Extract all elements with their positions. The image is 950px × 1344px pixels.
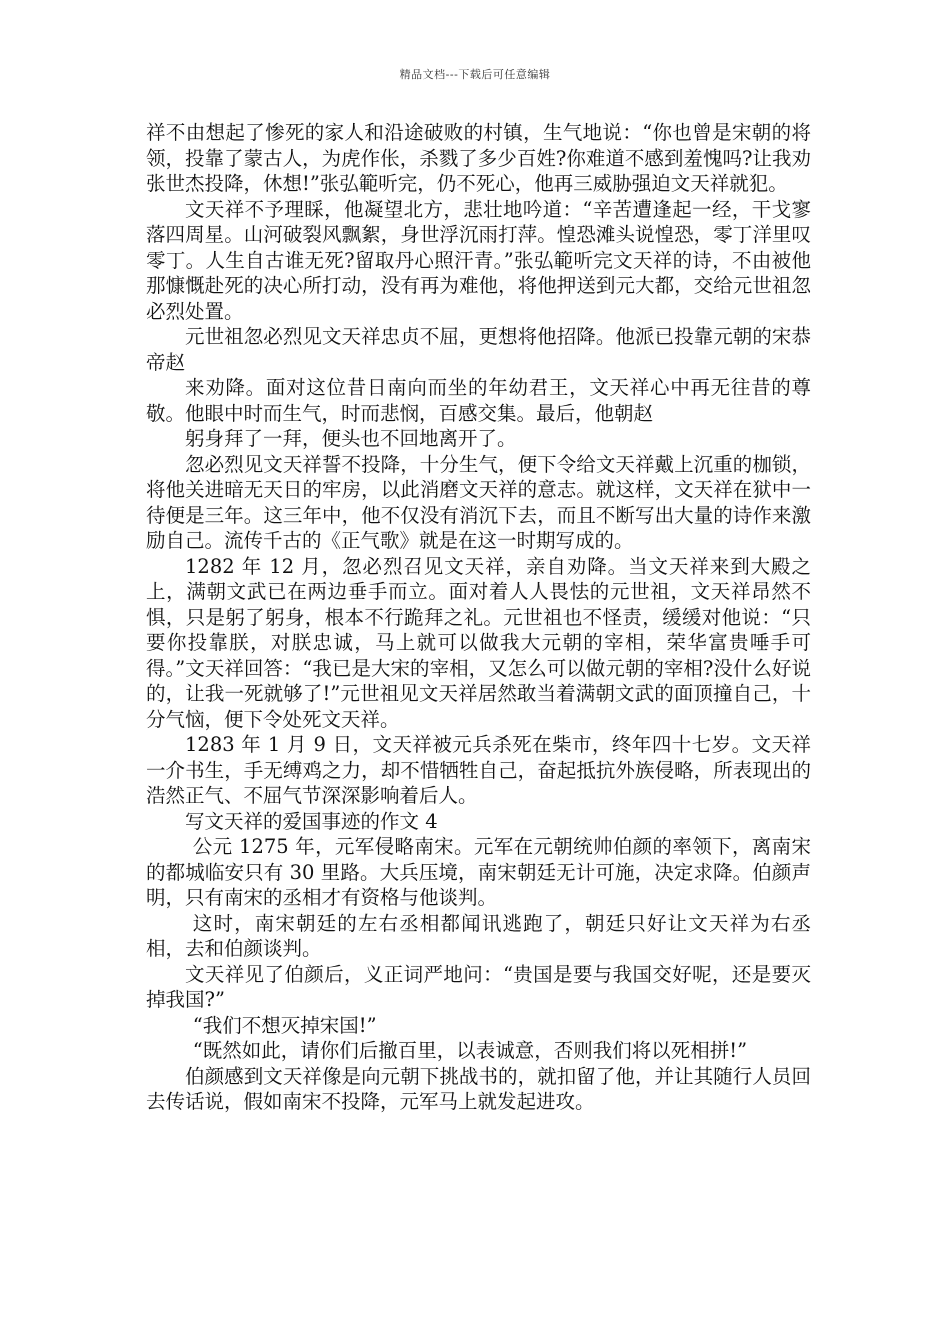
paragraph: 1283 年 1 月 9 日，文天祥被元兵杀死在柴市，终年四十七岁。文天祥一介书生，手无缚鸡之力，却不惜牺牲自己，奋起抵抗外族侵略，所表现出的浩然正气、不屈气节深深影响着后人。 [146,733,811,807]
paragraph: 公元 1275 年，元军侵略南宋。元军在元朝统帅伯颜的率领下，离南宋的都城临安只有 30 里路。大兵压境，南宋朝廷无计可施，决定求降。伯颜声明，只有南宋的丞相才有资格与他谈判。 [146,835,811,909]
document-body [146,120,811,1115]
paragraph: 来劝降。面对这位昔日南向而坐的年幼君王，文天祥心中再无往昔的尊敬。他眼中时而生气，时而悲悯，百感交集。最后，他朝赵 [146,376,811,425]
paragraph: “我们不想灭掉宋国!” [192,1013,377,1037]
paragraph: 躬身拜了一拜，便头也不回地离开了。 [185,427,517,450]
paragraph: “既然如此，请你们后撤百里，以表诚意，否则我们将以死相拼!” [192,1039,748,1062]
paragraph: 1282 年 12 月，忽必烈召见文天祥，亲自劝降。当文天祥来到大殿之上，满朝文武已在两边垂手而立。面对着人人畏怯的元世祖，文天祥昂然不惧，只是躬了躬身，根本不行跪拜之礼。元世祖也不怪责，缓缓对他说：“只要你投靠朕，对朕忠诚，马上就可以做我大元朝的宰相，荣华富贵唾手可得。”文天祥回答：“我已是大宋的宰相，又怎么可以做元朝的宰相?没什么好说的，让我一死就够了!”元世祖见文天祥居然敢当着满朝文武的面顶撞自己，十分气恼，便下令处死文天祥。 [146,554,811,731]
paragraph: 文天祥不予理睬，他凝望北方，悲壮地吟道：“辛苦遭逢起一经，干戈寥落四周星。山河破裂风飘絮，身世浮沉雨打萍。惶恐滩头说惶恐，零丁洋里叹零丁。人生自古谁无死?留取丹心照汗青。”张弘範听完文天祥的诗，不由被他那慷慨赴死的决心所打动，没有再为难他，将他押送到元大都，交给元世祖忽必烈处置。 [146,197,811,323]
paragraph: 祥不由想起了惨死的家人和沿途破败的村镇，生气地说：“你也曾是宋朝的将领，投靠了蒙古人，为虎作伥，杀戮了多少百姓?你难道不感到羞愧吗?让我劝张世杰投降，休想!”张弘範听完，仍不死心，他再三威胁强迫文天祥就犯。 [146,121,811,195]
paragraph: 伯颜感到文天祥像是向元朝下挑战书的，就扣留了他，并让其随行人员回去传话说，假如南宋不投降，元军马上就发起进攻。 [146,1064,811,1113]
page-header: 精品文档---下载后可任意编辑 [399,68,551,81]
paragraph: 忽必烈见文天祥誓不投降，十分生气，便下令给文天祥戴上沉重的枷锁，将他关进暗无天日的牢房，以此消磨文天祥的意志。就这样，文天祥在狱中一待便是三年。这三年中，他不仅没有消沉下去，而且不断写出大量的诗作来激励自己。流传千古的《正气歌》就是在这一时期写成的。 [146,452,811,552]
section-heading: 写文天祥的爱国事迹的作文 4 [185,809,438,833]
paragraph: 这时，南宋朝廷的左右丞相都闻讯逃跑了，朝廷只好让文天祥为右丞相，去和伯颜谈判。 [146,911,811,960]
paragraph: 文天祥见了伯颜后，义正词严地问：“贵国是要与我国交好呢，还是要灭掉我国?” [146,962,811,1011]
paragraph: 元世祖忽必烈见文天祥忠贞不屈，更想将他招降。他派已投靠元朝的宋恭帝赵 [146,325,811,374]
